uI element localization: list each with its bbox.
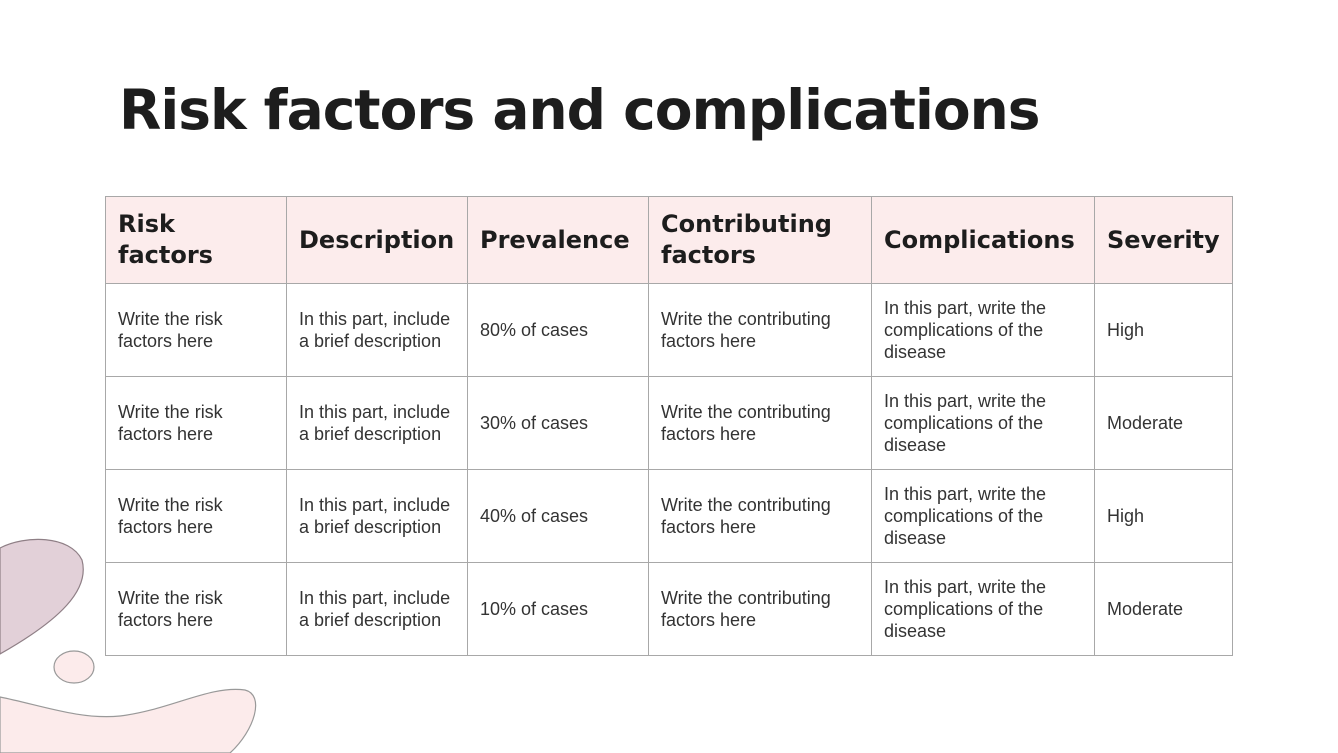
page-title: Risk factors and complications bbox=[119, 78, 1040, 142]
table-cell: 10% of cases bbox=[468, 563, 649, 656]
table-cell: In this part, include a brief description bbox=[287, 470, 468, 563]
column-header: Prevalence bbox=[468, 197, 649, 284]
table-row bbox=[106, 377, 1233, 470]
column-header: Severity bbox=[1095, 197, 1233, 284]
table-cell: In this part, write the complications of the disease bbox=[872, 563, 1095, 656]
table-cell: Write the risk factors here bbox=[106, 470, 287, 563]
table-cell: In this part, write the complications of the disease bbox=[872, 284, 1095, 377]
table-cell: High bbox=[1095, 284, 1233, 377]
table-cell: Moderate bbox=[1095, 563, 1233, 656]
table-cell: In this part, write the complications of the disease bbox=[872, 470, 1095, 563]
table-cell: Write the contributing factors here bbox=[649, 470, 872, 563]
table-cell: Write the contributing factors here bbox=[649, 377, 872, 470]
risk-factors-table bbox=[105, 196, 1233, 656]
column-header: Contributing factors bbox=[649, 197, 872, 284]
table-cell: Write the contributing factors here bbox=[649, 284, 872, 377]
table-cell: Write the risk factors here bbox=[106, 377, 287, 470]
table-cell: High bbox=[1095, 470, 1233, 563]
table-cell: 30% of cases bbox=[468, 377, 649, 470]
table-cell: 80% of cases bbox=[468, 284, 649, 377]
table-cell: In this part, write the complications of the disease bbox=[872, 377, 1095, 470]
table-row bbox=[106, 563, 1233, 656]
table-cell: Moderate bbox=[1095, 377, 1233, 470]
pink-wave bbox=[0, 689, 256, 753]
table-cell: Write the risk factors here bbox=[106, 563, 287, 656]
table-header-row bbox=[106, 197, 1233, 284]
table-cell: 40% of cases bbox=[468, 470, 649, 563]
table-row bbox=[106, 284, 1233, 377]
small-circle bbox=[54, 651, 94, 683]
table-cell: Write the risk factors here bbox=[106, 284, 287, 377]
column-header: Risk factors bbox=[106, 197, 287, 284]
table-row bbox=[106, 470, 1233, 563]
table-cell: Write the contributing factors here bbox=[649, 563, 872, 656]
column-header: Complications bbox=[872, 197, 1095, 284]
table-cell: In this part, include a brief description bbox=[287, 284, 468, 377]
mauve-blob bbox=[0, 539, 83, 654]
table-cell: In this part, include a brief description bbox=[287, 563, 468, 656]
table-cell: In this part, include a brief description bbox=[287, 377, 468, 470]
column-header: Description bbox=[287, 197, 468, 284]
